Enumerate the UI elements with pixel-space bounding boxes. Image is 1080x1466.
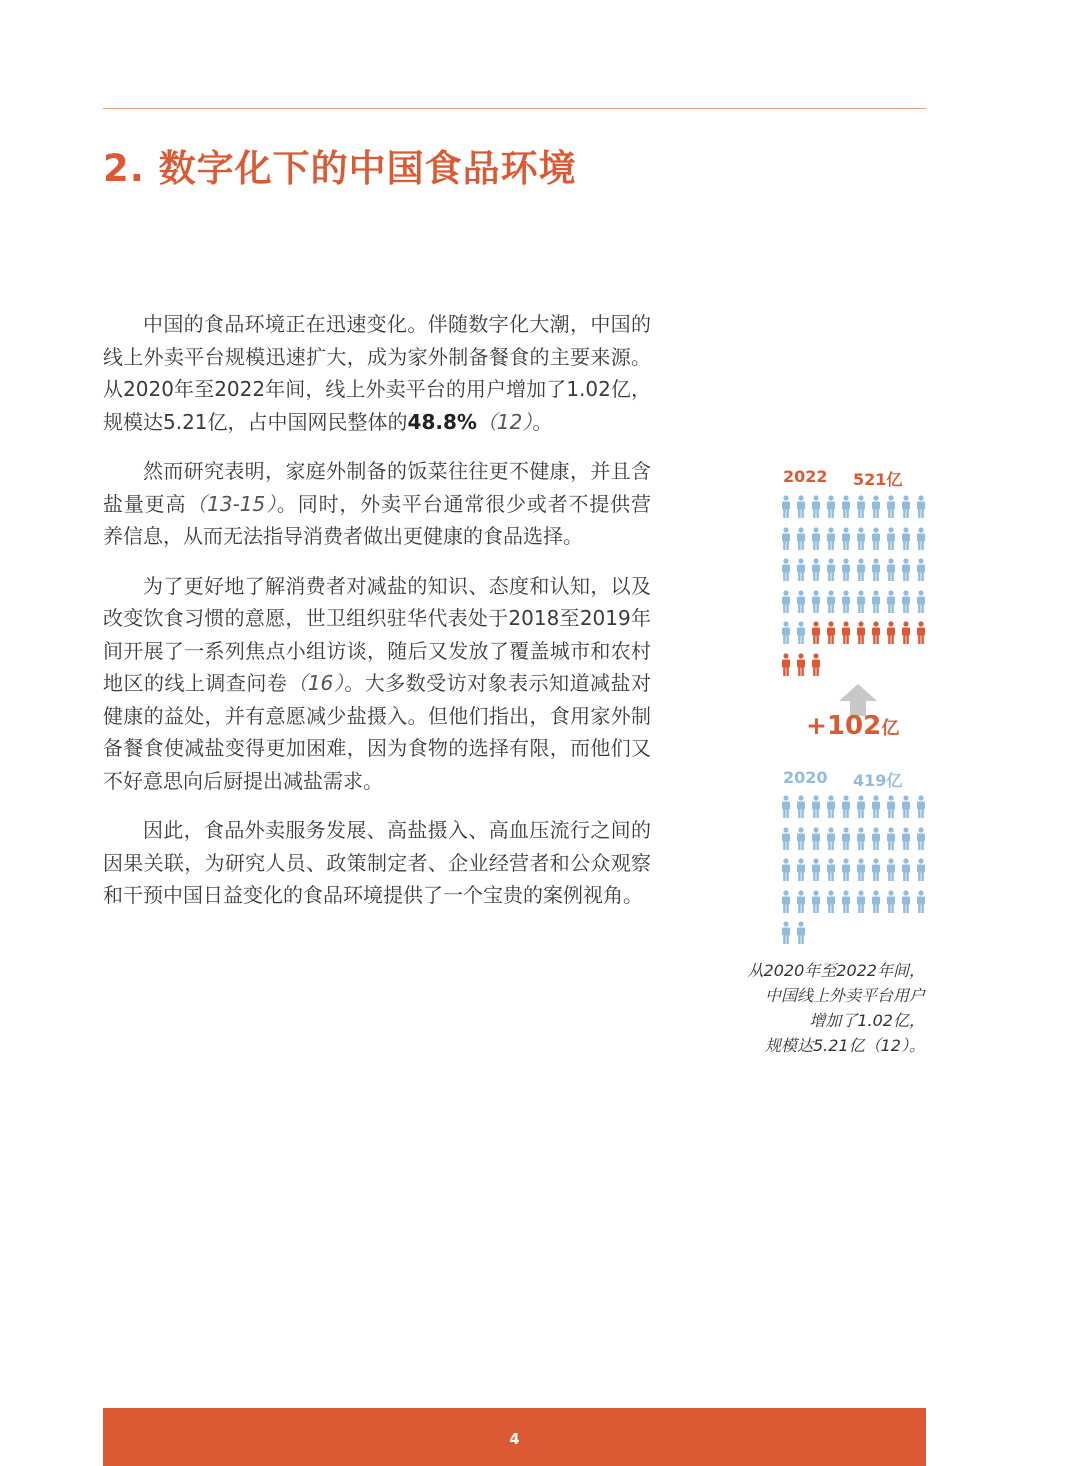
paragraph-3-text: 为了更好地了解消费者对减盐的知识、态度和认知，以及改变饮食习惯的意愿，世卫组织驻华代表处于2018至2019年间开展了一系列焦点小组访谈，随后又发放了覆盖城市和农村地区的线上调查问卷: [103, 573, 651, 695]
delta-label: [806, 711, 916, 741]
person-icon: [886, 890, 896, 914]
page-title: 2. 数字化下的中国食品环境: [103, 147, 577, 190]
person-icon: [916, 495, 926, 519]
person-icon: [916, 527, 926, 551]
paragraph-2: [103, 455, 651, 553]
person-icon: [781, 527, 791, 551]
body-text: [103, 308, 651, 929]
citation: （16）: [287, 671, 345, 695]
person-icon: [856, 527, 866, 551]
person-icon: [781, 558, 791, 582]
person-icon: [901, 827, 911, 851]
person-icon: [886, 495, 896, 519]
person-icon: [826, 527, 836, 551]
person-icon: [826, 858, 836, 882]
person-icon: [901, 495, 911, 519]
top-value-label: 521亿: [853, 470, 903, 489]
person-icon: [901, 795, 911, 819]
person-icon: [901, 858, 911, 882]
person-icon: [856, 621, 866, 645]
person-icon: [856, 558, 866, 582]
person-icon: [796, 795, 806, 819]
paragraph-1: [103, 308, 651, 438]
person-icon: [856, 890, 866, 914]
person-icon: [916, 590, 926, 614]
person-icon: [901, 558, 911, 582]
person-icon: [901, 621, 911, 645]
bottom-year-row: [783, 768, 933, 794]
infographic-caption: [715, 958, 925, 1058]
bottom-year-label: 2020: [783, 768, 828, 787]
person-icon: [781, 921, 791, 945]
page-number: 4: [509, 1430, 520, 1448]
caption-line: 中国线上外卖平台用户: [764, 986, 925, 1005]
person-icon: [841, 558, 851, 582]
person-icon: [886, 858, 896, 882]
statistic-highlight: 48.8%: [407, 409, 477, 434]
paragraph-3: [103, 570, 651, 798]
caption-line: 规模达5.21亿（12）。: [765, 1036, 925, 1055]
person-icon: [811, 827, 821, 851]
person-icon: [781, 827, 791, 851]
person-icon: [781, 590, 791, 614]
person-icon: [856, 495, 866, 519]
person-icon: [796, 653, 806, 677]
person-icon: [856, 827, 866, 851]
person-icon: [796, 495, 806, 519]
person-icon: [871, 495, 881, 519]
person-icon: [811, 621, 821, 645]
paragraph-3-text-b: 。大多数受访对象表示知道减盐对健康的益处，并有意愿减少盐摄入。但他们指出，食用家外制备餐食使减盐变得更加困难，因为食物的选择有限，而他们又不好意思向后厨提出减盐需求。: [103, 671, 652, 793]
person-icon: [886, 795, 896, 819]
paragraph-4: [103, 814, 651, 912]
person-icon: [841, 827, 851, 851]
delta-unit: 亿: [881, 718, 900, 739]
person-icon: [856, 590, 866, 614]
person-icon: [856, 795, 866, 819]
person-icon: [826, 495, 836, 519]
person-icon: [916, 558, 926, 582]
caption-line: 从2020年至2022年间，: [747, 961, 925, 980]
citation: （12）: [476, 409, 533, 434]
person-icon: [796, 558, 806, 582]
person-icon: [796, 621, 806, 645]
top-year-label: 2022: [783, 467, 828, 486]
person-icon: [781, 795, 791, 819]
person-icon: [841, 495, 851, 519]
person-icon: [841, 590, 851, 614]
person-icon: [916, 858, 926, 882]
person-icon: [796, 921, 806, 945]
person-icon: [826, 827, 836, 851]
person-icon: [871, 527, 881, 551]
person-icon: [826, 795, 836, 819]
person-icon: [916, 621, 926, 645]
person-icon: [841, 890, 851, 914]
person-icon: [901, 590, 911, 614]
person-icon: [781, 858, 791, 882]
person-icon: [781, 621, 791, 645]
person-icon: [871, 858, 881, 882]
person-icon: [796, 827, 806, 851]
citation: （13-15）: [186, 491, 277, 516]
person-icon: [841, 527, 851, 551]
person-icon: [916, 795, 926, 819]
person-icon: [916, 890, 926, 914]
person-icon: [796, 590, 806, 614]
bottom-value-label: 419亿: [853, 771, 903, 790]
delta-value: 102: [826, 711, 882, 741]
person-icon: [826, 890, 836, 914]
person-icon: [781, 495, 791, 519]
users-infographic: [778, 465, 938, 945]
person-icon: [811, 527, 821, 551]
person-icon: [826, 558, 836, 582]
person-icon: [796, 890, 806, 914]
person-icon: [871, 890, 881, 914]
paragraph-1-text: 中国的食品环境正在迅速变化。伴随数字化大潮，中国的线上外卖平台规模迅速扩大，成为家外制备餐食的主要来源。从2020年至2022年间，线上外卖平台的用户增加了1.02亿，规模达5.21亿，占中国网民整体的: [103, 312, 651, 434]
person-icon: [886, 590, 896, 614]
person-icon: [811, 653, 821, 677]
person-icon: [886, 527, 896, 551]
person-icon: [871, 827, 881, 851]
person-icon: [886, 621, 896, 645]
top-divider: [103, 108, 926, 109]
person-icon: [871, 590, 881, 614]
person-icon: [841, 795, 851, 819]
top-year-row: [783, 467, 933, 493]
person-icon: [781, 653, 791, 677]
person-icon: [796, 858, 806, 882]
person-icon: [841, 858, 851, 882]
paragraph-4-text: 因此，食品外卖服务发展、高盐摄入、高血压流行之间的因果关联，为研究人员、政策制定者、企业经营者和公众观察和干预中国日益变化的食品环境提供了一个宝贵的案例视角。: [103, 818, 651, 907]
person-icon: [781, 890, 791, 914]
person-icon: [811, 890, 821, 914]
paragraph-2-text: 然而研究表明，家庭外制备的饭菜往往更不健康，并且含盐量更高: [103, 459, 651, 516]
person-icon: [901, 527, 911, 551]
person-icon: [886, 827, 896, 851]
person-icon: [856, 858, 866, 882]
paragraph-1-end: 。: [532, 409, 553, 434]
person-icon: [886, 558, 896, 582]
footer-bar: [103, 1408, 926, 1466]
delta-sign: +: [806, 711, 827, 740]
person-icon: [796, 527, 806, 551]
person-icon: [841, 621, 851, 645]
person-icon: [871, 558, 881, 582]
person-icon: [871, 795, 881, 819]
person-icon: [826, 590, 836, 614]
person-icon: [871, 621, 881, 645]
person-icon: [811, 495, 821, 519]
person-icon: [811, 590, 821, 614]
paragraph-2-text-b: 。同时，外卖平台通常很少或者不提供营养信息，从而无法指导消费者做出更健康的食品选择。: [103, 491, 651, 548]
person-icon: [811, 558, 821, 582]
person-icon: [811, 795, 821, 819]
person-icon: [901, 890, 911, 914]
caption-line: 增加了1.02亿，: [809, 1011, 925, 1030]
person-icon: [826, 621, 836, 645]
person-icon: [811, 858, 821, 882]
person-icon: [916, 827, 926, 851]
